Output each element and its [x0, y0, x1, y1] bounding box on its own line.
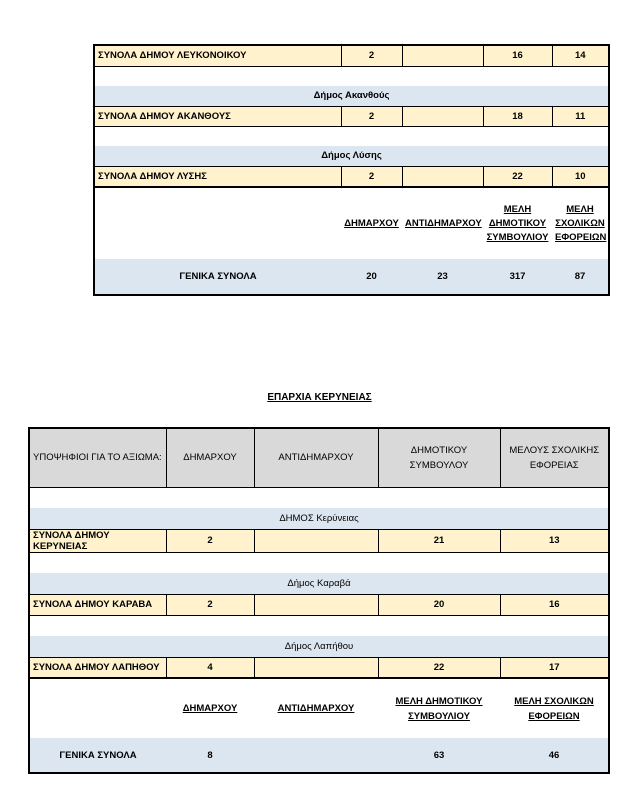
spacer-row	[94, 66, 609, 86]
row-label: ΣΥΝΟΛΑ ΔΗΜΟΥ ΑΚΑΝΘΟΥΣ	[94, 106, 341, 126]
mayor-count: 2	[341, 106, 402, 126]
row-label: ΣΥΝΟΛΑ ΔΗΜΟΥ ΛΑΠΗΘΟΥ	[29, 657, 166, 678]
deputy-count	[254, 657, 378, 678]
deputy-count	[402, 166, 483, 187]
mayor-count: 2	[166, 529, 254, 552]
table-row	[29, 657, 609, 678]
spacer-row	[29, 487, 609, 508]
grand-total-mayor: 20	[341, 259, 402, 295]
district-title: ΕΠΑΡΧΙΑ ΚΕΡΥΝΕΙΑΣ	[267, 392, 372, 403]
council-count: 18	[483, 106, 552, 126]
row-label: ΣΥΝΟΛΑ ΔΗΜΟΥ ΚΑΡΑΒΑ	[29, 594, 166, 615]
summary-header-council: ΜΕΛΗ ΔΗΜΟΤΙΚΟΥ ΣΥΜΒΟΥΛΙΟΥ	[378, 678, 500, 738]
deputy-count	[254, 594, 378, 615]
grand-total-school: 46	[500, 738, 609, 773]
summary-header-mayor: ΔΗΜΑΡΧΟΥ	[166, 678, 254, 738]
municipality-row	[29, 508, 609, 529]
header-deputy: ΑΝΤΙΔΗΜΑΡΧΟΥ	[254, 428, 378, 487]
deputy-count	[254, 529, 378, 552]
table-row	[29, 529, 609, 552]
table-row	[94, 106, 609, 126]
kyrenia-district-table	[28, 427, 610, 774]
council-count: 22	[378, 657, 500, 678]
summary-header-school: ΜΕΛΗ ΣΧΟΛΙΚΩΝ ΕΦΟΡΕΙΩΝ	[500, 678, 609, 738]
grand-total-label: ΓΕΝΙΚΑ ΣΥΝΟΛΑ	[94, 259, 341, 295]
municipality-name: Δήμος Λαπήθου	[29, 636, 609, 657]
spacer-row	[29, 552, 609, 573]
table-row	[29, 594, 609, 615]
summary-header-council: ΜΕΛΗ ΔΗΜΟΤΙΚΟΥ ΣΥΜΒΟΥΛΙΟΥ	[483, 187, 552, 259]
table-header-row	[29, 428, 609, 487]
spacer-row	[94, 126, 609, 146]
deputy-count	[402, 106, 483, 126]
row-label: ΣΥΝΟΛΑ ΔΗΜΟΥ ΚΕΡΥΝΕΙΑΣ	[29, 529, 166, 552]
summary-header-row	[94, 187, 609, 259]
school-count: 16	[500, 594, 609, 615]
header-council: ΔΗΜΟΤΙΚΟΥ ΣΥΜΒΟΥΛΟΥ	[378, 428, 500, 487]
council-count: 22	[483, 166, 552, 187]
municipality-row	[94, 86, 609, 106]
grand-total-council: 317	[483, 259, 552, 295]
grand-total-label: ΓΕΝΙΚΑ ΣΥΝΟΛΑ	[29, 738, 166, 773]
summary-header-school: ΜΕΛΗ ΣΧΟΛΙΚΩΝ ΕΦΟΡΕΙΩΝ	[552, 187, 609, 259]
school-count: 14	[552, 45, 609, 66]
summary-header-row	[29, 678, 609, 738]
school-count: 17	[500, 657, 609, 678]
school-count: 11	[552, 106, 609, 126]
mayor-count: 2	[166, 594, 254, 615]
header-candidates: ΥΠΟΨΗΦΙΟΙ ΓΙΑ ΤΟ ΑΞΙΩΜΑ:	[29, 428, 166, 487]
deputy-count	[402, 45, 483, 66]
municipality-name: Δήμος Ακανθούς	[94, 86, 609, 106]
row-label: ΣΥΝΟΛΑ ΔΗΜΟΥ ΛΕΥΚΟΝΟΙΚΟΥ	[94, 45, 341, 66]
mayor-count: 4	[166, 657, 254, 678]
spacer-row	[29, 615, 609, 636]
municipality-row	[94, 146, 609, 166]
grand-total-row	[94, 259, 609, 295]
header-school: ΜΕΛΟΥΣ ΣΧΟΛΙΚΗΣ ΕΦΟΡΕΙΑΣ	[500, 428, 609, 487]
municipality-name: Δήμος Καραβά	[29, 573, 609, 594]
council-count: 21	[378, 529, 500, 552]
grand-total-mayor: 8	[166, 738, 254, 773]
grand-total-deputy	[254, 738, 378, 773]
mayor-count: 2	[341, 45, 402, 66]
council-count: 16	[483, 45, 552, 66]
council-count: 20	[378, 594, 500, 615]
municipality-name: Δήμος Λύσης	[94, 146, 609, 166]
school-count: 13	[500, 529, 609, 552]
municipality-row	[29, 636, 609, 657]
district-table-continued	[93, 44, 610, 296]
summary-header-deputy: ΑΝΤΙΔΗΜΑΡΧΟΥ	[254, 678, 378, 738]
municipality-row	[29, 573, 609, 594]
municipality-name: ΔΗΜΟΣ Κερύνειας	[29, 508, 609, 529]
summary-header-deputy: ΑΝΤΙΔΗΜΑΡΧΟΥ	[402, 187, 483, 259]
summary-header-mayor: ΔΗΜΑΡΧΟΥ	[341, 187, 402, 259]
table-row	[94, 166, 609, 187]
school-count: 10	[552, 166, 609, 187]
mayor-count: 2	[341, 166, 402, 187]
row-label: ΣΥΝΟΛΑ ΔΗΜΟΥ ΛΥΣΗΣ	[94, 166, 341, 187]
grand-total-row	[29, 738, 609, 773]
grand-total-deputy: 23	[402, 259, 483, 295]
grand-total-school: 87	[552, 259, 609, 295]
table-row	[94, 45, 609, 66]
header-mayor: ΔΗΜΑΡΧΟΥ	[166, 428, 254, 487]
grand-total-council: 63	[378, 738, 500, 773]
